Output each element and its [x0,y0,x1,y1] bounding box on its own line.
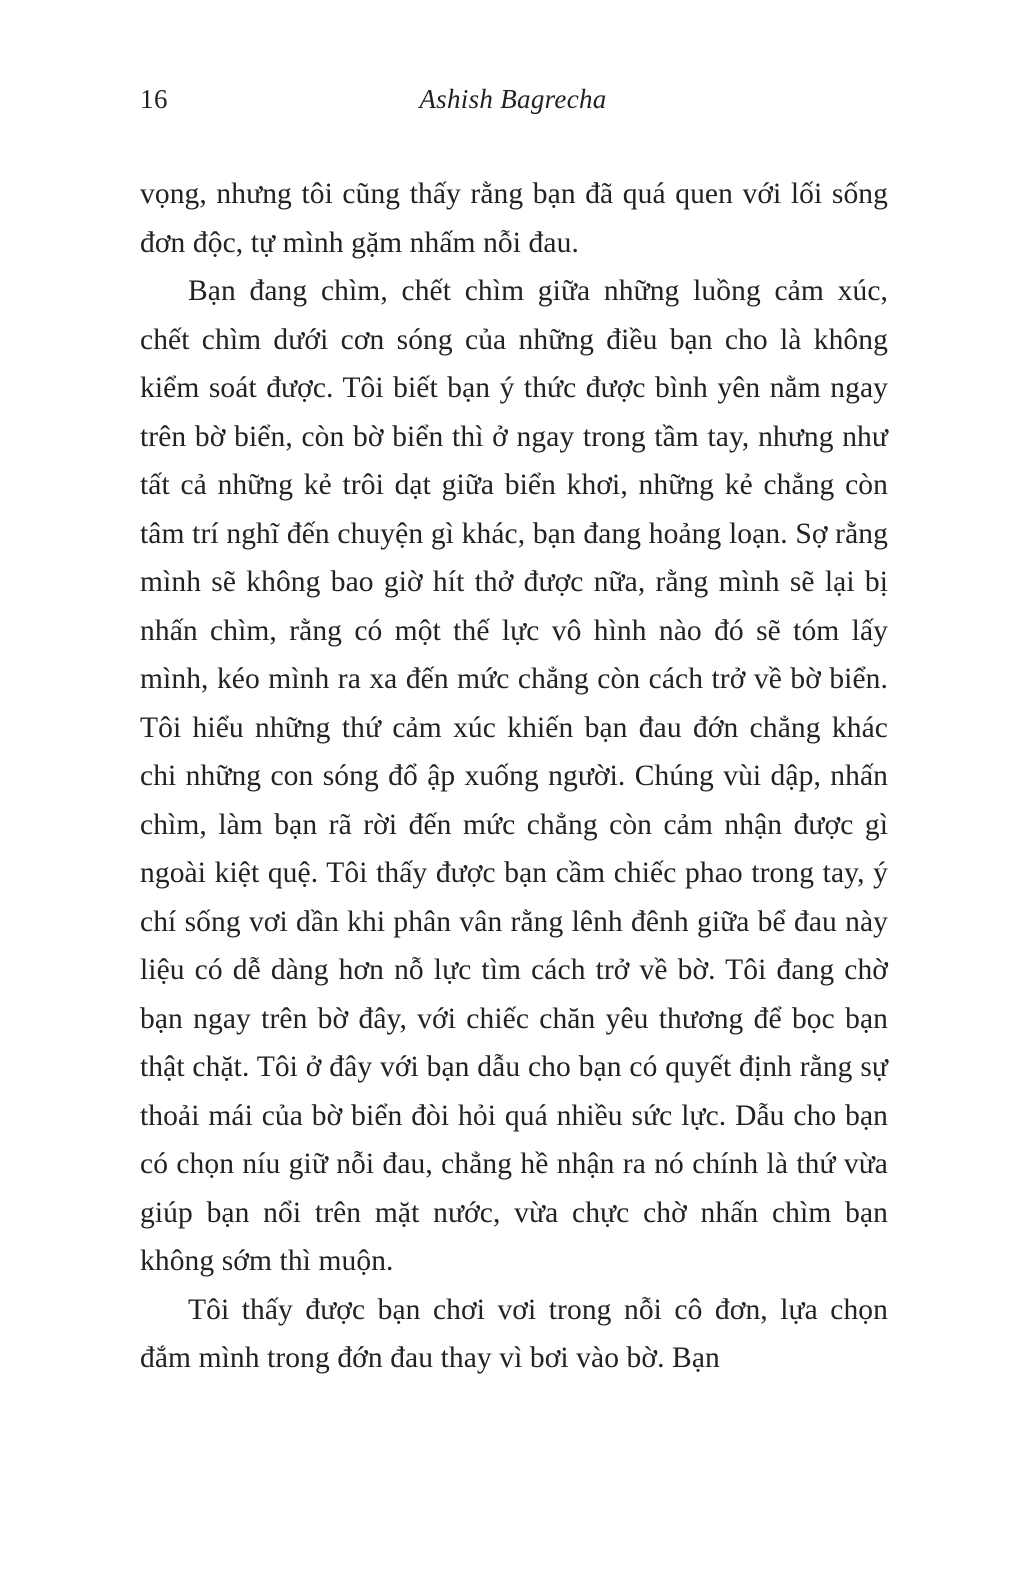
body-paragraph: Bạn đang chìm, chết chìm giữa những luồng cảm xúc, chết chìm dưới cơn sóng của những điều bạn cho là không kiểm soát được. Tôi biết bạn ý thức được bình yên nằm ngay trên bờ biển, còn bờ biển thì ở ngay trong tầm tay, nhưng như tất cả những kẻ trôi dạt giữa biển khơi, những kẻ chẳng còn tâm trí nghĩ đến chuyện gì khác, bạn đang hoảng loạn. Sợ rằng mình sẽ không bao giờ hít thở được nữa, rằng mình sẽ lại bị nhấn chìm, rằng có một thế lực vô hình nào đó sẽ tóm lấy mình, kéo mình ra xa đến mức chẳng còn cách trở về bờ biển. Tôi hiểu những thứ cảm xúc khiến bạn đau đớn chẳng khác chi những con sóng đổ ập xuống người. Chúng vùi dập, nhấn chìm, làm bạn rã rời đến mức chẳng còn cảm nhận được gì ngoài kiệt quệ. Tôi thấy được bạn cầm chiếc phao trong tay, ý chí sống vơi dần khi phân vân rằng lênh đênh giữa bể đau này liệu có dễ dàng hơn nỗ lực tìm cách trở về bờ. Tôi đang chờ bạn ngay trên bờ đây, với chiếc chăn yêu thương để bọc bạn thật chặt. Tôi ở đây với bạn dẫu cho bạn có quyết định rằng sự thoải mái của bờ biển đòi hỏi quá nhiều sức lực. Dẫu cho bạn có chọn níu giữ nỗi đau, chẳng hề nhận ra nó chính là thứ vừa giúp bạn nổi trên mặt nước, vừa chực chờ nhấn chìm bạn không sớm thì muộn. [140,275,888,1277]
running-header-author: Ashish Bagrecha [419,84,607,114]
body-paragraph: vọng, nhưng tôi cũng thấy rằng bạn đã quá quen với lối sống đơn độc, tự mình gặm nhấm nỗi đau. [140,178,888,259]
body-paragraph: Tôi thấy được bạn chơi vơi trong nỗi cô đơn, lựa chọn đắm mình trong đớn đau thay vì bơi vào bờ. Bạn [140,1293,888,1374]
running-header [140,84,886,124]
body-text [140,170,888,1383]
page-number: 16 [140,84,168,114]
